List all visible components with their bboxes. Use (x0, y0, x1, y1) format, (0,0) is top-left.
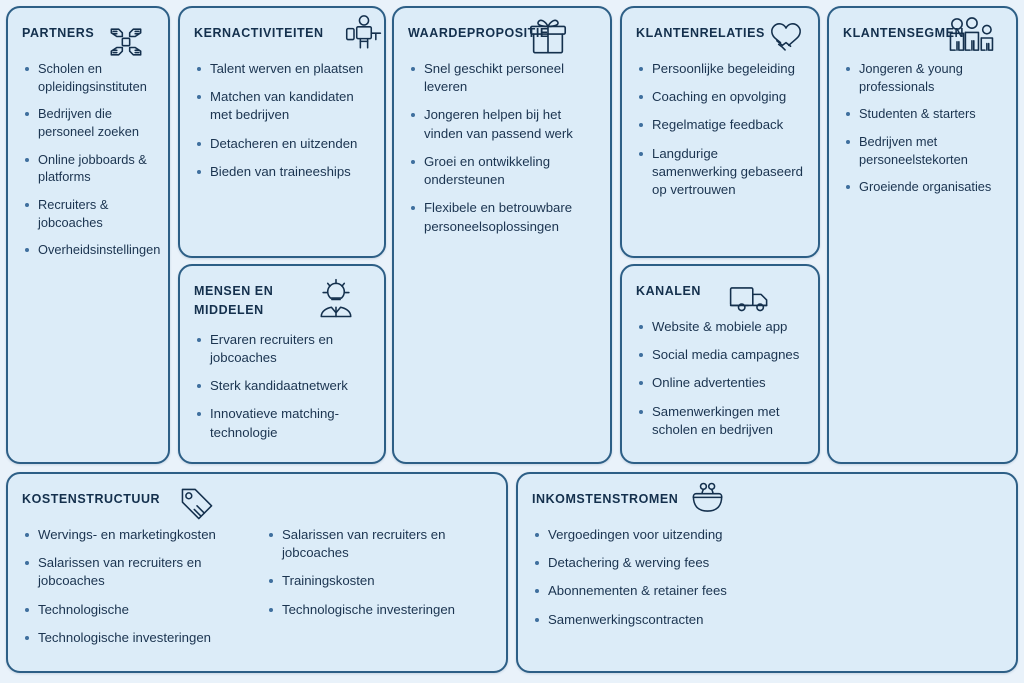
partners-handshake-circle-icon (104, 20, 148, 64)
block-klantenrelaties[interactable] (620, 6, 820, 258)
block-title: WAARDEPROPOSITIE (408, 26, 549, 40)
block-header (194, 24, 370, 50)
list-item: Regelmatige feedback (636, 116, 804, 134)
list-item: Jongeren helpen bij het vinden van passend werk (408, 106, 596, 142)
list-item: Groei en ontwikkeling ondersteunen (408, 153, 596, 189)
list-item: Coaching en opvolging (636, 88, 804, 106)
block-header (636, 24, 804, 50)
block-kernactiviteiten[interactable] (178, 6, 386, 258)
presenter-person-icon (344, 14, 384, 56)
list-item: Flexibele en betrouwbare personeelsoplossingen (408, 199, 596, 235)
list-item: Online advertenties (636, 374, 804, 392)
list-item: Social media campagnes (636, 346, 804, 364)
block-klantensegmenten[interactable] (827, 6, 1018, 464)
block-title: PARTNERS (22, 26, 95, 40)
family-group-icon (943, 16, 999, 60)
list-item: Matchen van kandidaten met bedrijven (194, 88, 370, 124)
block-inkomstenstromen[interactable] (516, 472, 1018, 673)
block-kostenstructuur[interactable] (6, 472, 508, 673)
list-item: Recruiters & jobcoaches (22, 196, 154, 231)
block-item-list (532, 526, 1002, 629)
list-item: Wervings- en marketingkosten (22, 526, 248, 544)
list-item: Langdurige samenwerking gebaseerd op vertrouwen (636, 145, 804, 200)
list-item: Bedrijven die personeel zoeken (22, 105, 154, 140)
block-header (194, 282, 370, 321)
block-header (532, 490, 1002, 516)
block-item-list (636, 318, 804, 439)
block-header (22, 490, 492, 516)
list-item: Website & mobiele app (636, 318, 804, 336)
list-item: Innovatieve matching-technologie (194, 405, 370, 441)
block-title: KERNACTIVITEITEN (194, 26, 324, 40)
list-item: Samenwerkingen met scholen en bedrijven (636, 403, 804, 439)
list-item: Online jobboards & platforms (22, 151, 154, 186)
idea-person-lightbulb-icon (312, 276, 360, 322)
list-item: Technologische investeringen (22, 629, 248, 647)
block-header (408, 24, 596, 50)
block-kanalen[interactable] (620, 264, 820, 464)
block-item-list (194, 331, 370, 442)
handshake-icon (764, 18, 808, 58)
list-item: Persoonlijke begeleiding (636, 60, 804, 78)
list-item: Salarissen van recruiters en jobcoaches (22, 554, 248, 590)
list-item: Bedrijven met personeelstekorten (843, 133, 1002, 168)
block-mensen-en-middelen[interactable] (178, 264, 386, 464)
block-item-list (194, 60, 370, 181)
block-title: INKOMSTENSTROMEN (532, 492, 679, 506)
list-item: Overheidsinstellingen (22, 241, 154, 259)
list-item: Trainingskosten (266, 572, 492, 590)
block-item-list (636, 60, 804, 199)
list-item: Groeiende organisaties (843, 178, 1002, 196)
list-item: Technologische investeringen (266, 601, 492, 619)
list-item: Bieden van traineeships (194, 163, 370, 181)
list-item: Technologische (22, 601, 248, 619)
list-item: Vergoedingen voor uitzending (532, 526, 1002, 544)
coin-purse-icon (687, 480, 729, 522)
block-waardepropositie[interactable] (392, 6, 612, 464)
two-column-list (22, 526, 492, 657)
block-header (22, 24, 154, 50)
list-item: Jongeren & young professionals (843, 60, 1002, 95)
list-item: Salarissen van recruiters en jobcoaches (266, 526, 492, 562)
list-item: Talent werven en plaatsen (194, 60, 370, 78)
gift-box-icon (526, 14, 570, 58)
block-title: KANALEN (636, 284, 701, 298)
list-item: Studenten & starters (843, 105, 1002, 123)
list-item: Scholen en opleidingsinstituten (22, 60, 154, 95)
list-item: Snel geschikt personeel leveren (408, 60, 596, 96)
list-item: Detacheren en uitzenden (194, 135, 370, 153)
block-title: KOSTENSTRUCTUUR (22, 492, 161, 506)
block-title: KLANTENRELATIES (636, 26, 765, 40)
list-item: Samenwerkingscontracten (532, 611, 1002, 629)
block-item-list (408, 60, 596, 236)
block-header (843, 24, 1002, 50)
delivery-truck-icon (726, 278, 774, 320)
price-tag-icon (177, 484, 217, 524)
list-item: Abonnementen & retainer fees (532, 582, 1002, 600)
list-item: Sterk kandidaatnetwerk (194, 377, 370, 395)
list-item: Ervaren recruiters en jobcoaches (194, 331, 370, 367)
block-title: KLANTENSEGMEN (843, 26, 965, 40)
block-item-list-left (22, 526, 248, 657)
block-header (636, 282, 804, 308)
block-title: MENSEN EN MIDDELEN (194, 284, 274, 318)
block-item-list (22, 60, 161, 259)
block-partners[interactable] (6, 6, 170, 464)
list-item: Detachering & werving fees (532, 554, 1002, 572)
block-item-list-right (266, 526, 492, 657)
block-item-list (843, 60, 1002, 196)
